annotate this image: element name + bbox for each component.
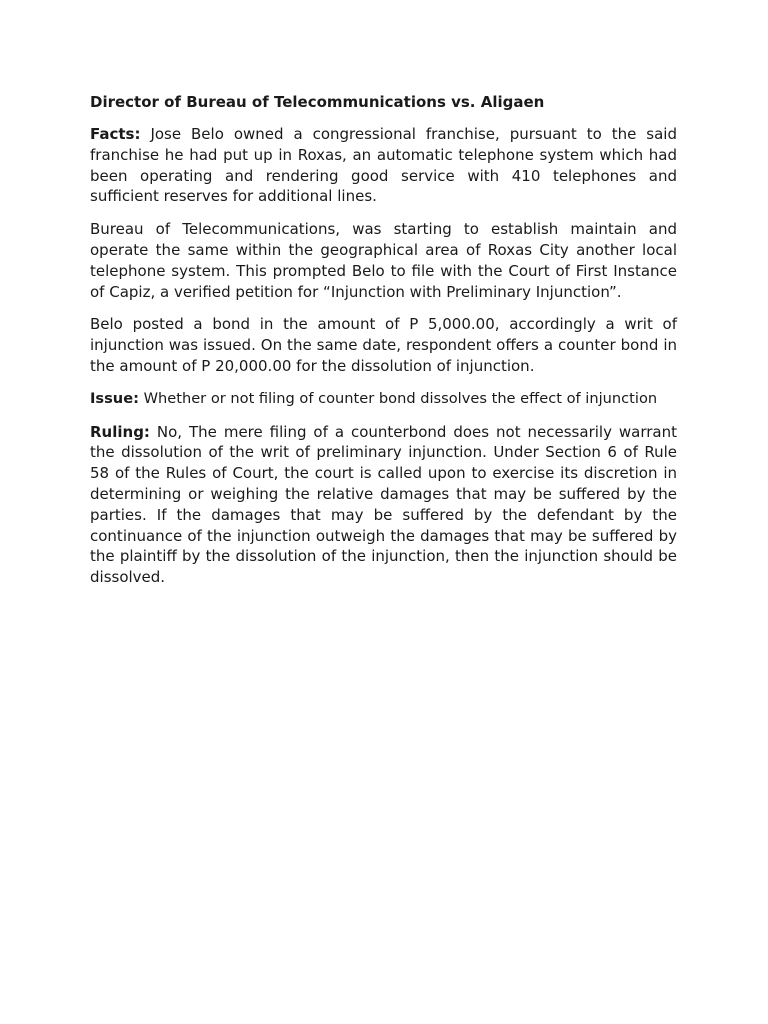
bond-paragraph: Belo posted a bond in the amount of P 5,000.00, accordingly a writ of injunction was issued. On the same date, respondent offers a counter bond in the amount of P 20,000.00 for the dissolution of injunction. (90, 315, 677, 375)
ruling-text: No, The mere filing of a counterbond does not necessarily warrant the dissolution of the writ of preliminary injunction. Under Section 6 of Rule 58 of the Rules of Court, the court is called upon to exercise its discretion in determining or weighing the relative damages that may be suffered by the parties. If the damages that may be suffered by the defendant by the continuance of the injunction outweigh the damages that may be suffered by the plaintiff by the dissolution of the injunction, then the injunction should be dissolved. (90, 422, 677, 587)
background-paragraph: Bureau of Telecommunications, was starting to establish maintain and operate the same within the geographical area of Roxas City another local telephone system. This prompted Belo to file with the Court of First Instance of Capiz, a verified petition for “Injunction with Preliminary Injunction”. (90, 220, 677, 301)
document-page (90, 92, 677, 600)
issue-text: Whether or not filing of counter bond dissolves the effect of injunction (143, 389, 658, 407)
facts-label: Facts: (90, 125, 141, 143)
case-title: Director of Bureau of Telecommunications vs. Aligaen (90, 93, 545, 111)
issue-label: Issue: (90, 389, 139, 407)
ruling-label: Ruling: (90, 422, 150, 441)
issue-paragraph (90, 389, 677, 410)
ruling-paragraph (90, 422, 677, 588)
facts-paragraph (90, 124, 677, 207)
facts-text: Jose Belo owned a congressional franchise, pursuant to the said franchise he had put up in Roxas, an automatic telephone system which had been operating and rendering good service with 410 telephones and sufficient reserves for additional lines. (90, 125, 677, 206)
